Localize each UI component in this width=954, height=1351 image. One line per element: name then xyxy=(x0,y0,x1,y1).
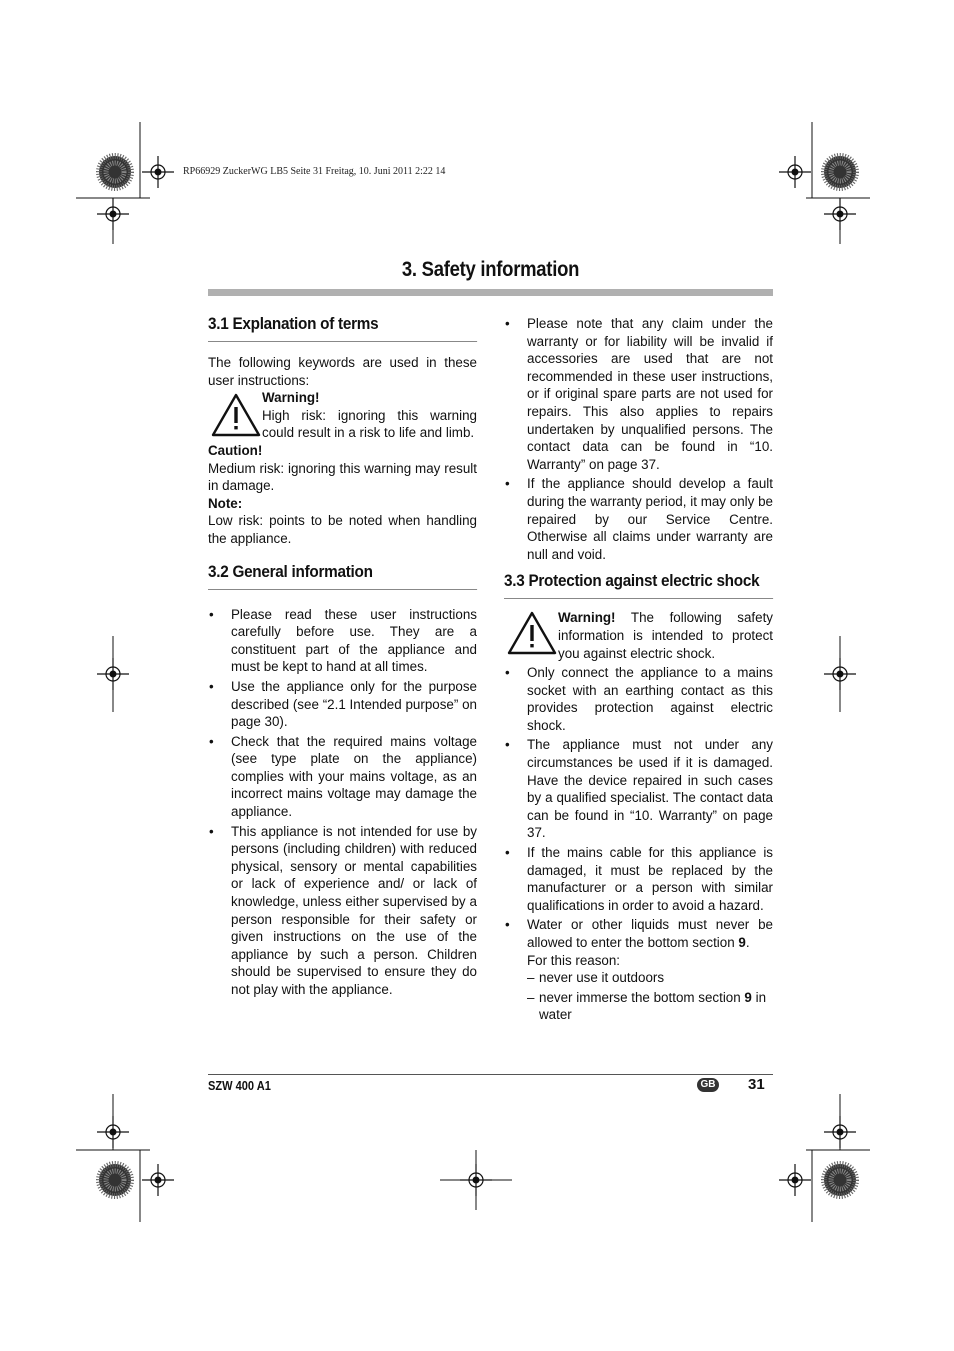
warning-label: Warning! xyxy=(262,390,320,406)
caution-text: Medium risk: ignoring this warning may result in damage. xyxy=(208,460,477,494)
list-item: • The appliance must not under any circumstances be used if it is damaged. Have the device repaired in such cases by a qualified specialist. The contact data can be found in “10. Warranty” on page 37. xyxy=(504,736,773,842)
sub-item-text-end: in water xyxy=(539,989,767,1023)
water-text-end: . xyxy=(745,935,750,950)
footer-model: SZW 400 A1 xyxy=(208,1078,271,1093)
general-information-list xyxy=(208,606,477,999)
part-number: 9 xyxy=(744,989,752,1005)
sub-list-item: – never use it outdoors xyxy=(527,969,773,987)
section-heading-3-1: 3.1 Explanation of terms xyxy=(208,314,477,342)
page-title: 3. Safety information xyxy=(401,258,580,281)
intro-text: The following keywords are used in these user instructions: xyxy=(208,355,477,388)
list-item-water xyxy=(504,916,773,1024)
warning-label: Warning! xyxy=(558,610,616,626)
sub-list-item xyxy=(527,989,773,1024)
list-item: • If the mains cable for this appliance is damaged, it must be replaced by the manufacturer or a person with similar qualifications in order to avoid a hazard. xyxy=(504,844,773,914)
warranty-notes-list xyxy=(504,315,773,563)
water-text: Water or other liquids must never be allowed to enter the bottom section xyxy=(527,917,773,950)
list-item: • Use the appliance only for the purpose described (see “2.1 Intended purpose” on page 30). xyxy=(208,678,477,731)
page-number: 31 xyxy=(748,1076,765,1093)
note-text: Low risk: points to be noted when handling the appliance. xyxy=(208,513,477,546)
list-item: • This appliance is not intended for use by persons (including children) with reduced physical, sensory or mental capabilities or lack of experience and/ or lack of knowledge, unless either supervised by a person responsible for their safety or given instructions on the use of the appliance by such a person. Children should be supervised to ensure they do not play with the appliance. xyxy=(208,823,477,999)
part-number: 9 xyxy=(738,935,746,950)
water-reason: For this reason: xyxy=(527,952,621,968)
water-sub-list xyxy=(527,969,773,1024)
list-item: • Check that the required mains voltage (see type plate on the appliance) complies with your mains voltage, as an incorrect mains voltage may damage the appliance. xyxy=(208,733,477,821)
list-item: • Please read these user instructions carefully before use. They are a constituent part of the appliance and must be kept to hand at all times. xyxy=(208,606,477,676)
list-item: • If the appliance should develop a fault during the warranty period, it may only be repaired by our Service Centre. Otherwise all claims under warranty are null and void. xyxy=(504,475,773,563)
caution-label: Caution! xyxy=(208,442,263,458)
print-slug-line: RP66929 ZuckerWG LB5 Seite 31 Freitag, 10. Juni 2011 2:22 14 xyxy=(183,166,446,177)
section-heading-3-2: 3.2 General information xyxy=(208,562,477,590)
list-item: • Please note that any claim under the warranty or for liability will be invalid if accessories are used that are not recommended in these user instructions, or if original spare parts are not used for repairs. This also applies to repairs undertaken by unqualified persons. The contact data can be found in “10. Warranty” on page 37. xyxy=(504,315,773,473)
title-underline-bar xyxy=(208,289,773,296)
electric-shock-list xyxy=(504,664,773,1024)
sub-item-text: never immerse the bottom section xyxy=(539,989,745,1005)
footer-rule xyxy=(208,1074,773,1075)
warning-text: The following safety information is intended to protect you against electric shock. xyxy=(558,610,773,661)
electric-shock-warning xyxy=(504,609,773,662)
warning-triangle-icon xyxy=(506,611,558,655)
right-column xyxy=(504,315,773,1026)
section-heading-3-3: 3.3 Protection against electric shock xyxy=(504,571,773,599)
note-label: Note: xyxy=(208,495,243,511)
list-item: • Only connect the appliance to a mains socket with an earthing contact as this provides protection against electric shock. xyxy=(504,664,773,734)
warning-triangle-icon xyxy=(210,393,262,437)
warning-text: High risk: ignoring this warning could result in a risk to life and limb. xyxy=(262,407,477,441)
warning-definition xyxy=(208,389,477,442)
country-badge: GB xyxy=(697,1078,719,1092)
electric-shock-warning-text xyxy=(558,609,773,662)
left-column xyxy=(208,314,477,1001)
